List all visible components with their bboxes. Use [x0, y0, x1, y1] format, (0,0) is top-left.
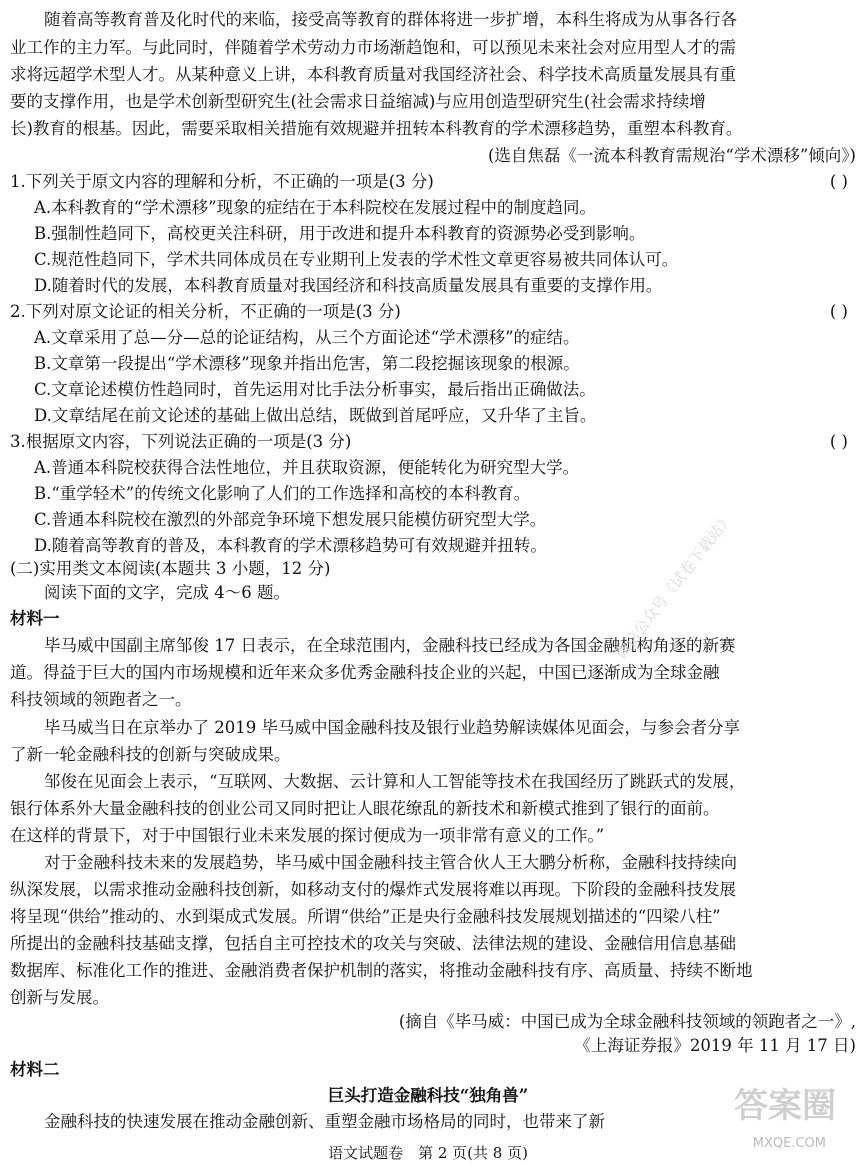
section-instruction: 阅读下面的文字，完成 4～6 题。 — [44, 583, 290, 602]
material-line: 邹俊在见面会上表示，“互联网、大数据、云计算和人工智能等技术在我国经历了跳跃式的发展， — [44, 772, 746, 791]
material-line: 了新一轮金融科技的创新与突破成果。 — [10, 745, 291, 764]
option-b: B.强制性趋同下，高校更关注科研，用于改进和提升本科教育的资源势必受到影响。 — [34, 224, 646, 243]
material-line: 金融科技的快速发展在推动金融创新、重塑金融市场格局的同时，也带来了新 — [44, 1112, 605, 1131]
intro-source: (选自焦磊《一流本科教育需规治“学术漂移”倾向》) — [488, 146, 856, 165]
material-1-source: 《上海证券报》2019 年 11 月 17 日) — [574, 1036, 856, 1055]
answer-bracket[interactable]: ( ) — [829, 432, 848, 451]
option-a: A.文章采用了总—分—总的论证结构，从三个方面论述“学术漂移”的症结。 — [34, 328, 580, 347]
answer-bracket[interactable]: ( ) — [829, 172, 848, 191]
option-a: A.普通本科院校获得合法性地位，并且获取资源，便能转化为研究型大学。 — [34, 458, 580, 477]
watermark-url: MXQE.COM — [752, 1136, 826, 1151]
option-d: D.文章结尾在前文论述的基础上做出总结，既做到首尾呼应，又升华了主旨。 — [34, 406, 597, 425]
option-a: A.本科教育的“学术漂移”现象的症结在于本科院校在发展过程中的制度趋同。 — [34, 198, 597, 217]
material-line: 银行体系外大量金融科技的创业公司又同时把让人眼花缭乱的新技术和新模式推到了银行的面前。 — [10, 799, 720, 818]
material-line: 毕马威当日在京举办了 2019 毕马威中国金融科技及银行业趋势解读媒体见面会，与参会者分享 — [44, 718, 740, 737]
material-line: 对于金融科技未来的发展趋势，毕马威中国金融科技主管合伙人王大鹏分析称，金融科技持续向 — [44, 853, 737, 872]
material-line: 所提出的金融科技基础支撑，包括自主可控技术的攻关与突破、法律法规的建设、金融信用信息基础 — [10, 934, 736, 953]
option-b: B.文章第一段提出“学术漂移”现象并指出危害，第二段挖掘该现象的根源。 — [34, 354, 580, 373]
material-2-label: 材料二 — [10, 1060, 60, 1079]
watermark-text: 微信公众号《试卷下载站》 — [611, 509, 737, 663]
question-3-stem: 3.根据原文内容，下列说法正确的一项是(3 分) — [10, 432, 352, 451]
question-2-stem: 2.下列对原文论证的相关分析，不正确的一项是(3 分) — [10, 302, 401, 321]
question-stem — [0, 430, 856, 454]
material-2-title: 巨头打造金融科技“独角兽” — [327, 1086, 529, 1105]
intro-line: 长)教育的根基。因此，需要采取相关措施有效规避并扭转本科教育的学术漂移趋势，重塑本科教育。 — [10, 119, 743, 138]
material-line: 数据库、标准化工作的推进、金融消费者保护机制的落实，将推动金融科技有序、高质量、持续不断地 — [10, 961, 753, 980]
intro-line: 随着高等教育普及化时代的来临，接受高等教育的群体将进一步扩增，本科生将成为从事各行各 — [44, 10, 737, 29]
material-line: 在这样的背景下，对于中国银行业未来发展的探讨便成为一项非常有意义的工作。” — [10, 826, 605, 845]
option-c: C.规范性趋同下，学术共同体成员在专业期刊上发表的学术性文章更容易被共同体认可。 — [34, 250, 679, 269]
material-line: 纵深发展，以需求推动金融科技创新，如移动支付的爆炸式发展将难以再现。下阶段的金融科技发展 — [10, 880, 736, 899]
option-c: C.普通本科院校在激烈的外部竞争环境下想发展只能模仿研究型大学。 — [34, 510, 547, 529]
page-footer: 语文试题卷 第 2 页(共 8 页) — [328, 1144, 528, 1162]
material-line: 道。得益于巨大的国内市场规模和近年来众多优秀金融科技企业的兴起，中国已逐渐成为全球金融 — [10, 663, 720, 682]
intro-line: 业工作的主力军。与此同时，伴随着学术劳动力市场渐趋饱和，可以预见未来社会对应用型人才的需 — [10, 38, 736, 57]
material-line: 将呈现“供给”推动的、水到渠成式发展。所谓“供给”正是央行金融科技发展规划描述的“四梁八柱” — [10, 907, 721, 926]
question-stem — [0, 300, 856, 324]
question-1-stem: 1.下列关于原文内容的理解和分析，不正确的一项是(3 分) — [10, 172, 434, 191]
intro-line: 求将远超学术型人才。从某种意义上讲，本科教育质量对我国经济社会、科学技术高质量发展具有重 — [10, 65, 736, 84]
option-d: D.随着高等教育的普及，本科教育的学术漂移趋势可有效规避并扭转。 — [34, 536, 547, 555]
option-b: B.“重学轻术”的传统文化影响了人们的工作选择和高校的本科教育。 — [34, 484, 531, 503]
material-line: 科技领域的领跑者之一。 — [10, 690, 192, 709]
material-1-source: (摘自《毕马威：中国已成为全球金融科技领域的领跑者之一》, — [398, 1012, 856, 1031]
question-stem — [0, 170, 856, 194]
answer-bracket[interactable]: ( ) — [829, 302, 848, 321]
material-line: 创新与发展。 — [10, 988, 109, 1007]
intro-line: 要的支撑作用，也是学术创新型研究生(社会需求日益缩减)与应用创造型研究生(社会需求持续增 — [10, 92, 706, 111]
material-1-label: 材料一 — [10, 609, 60, 628]
option-d: D.随着时代的发展，本科教育质量对我国经济和科技高质量发展具有重要的支撑作用。 — [34, 276, 663, 295]
section-heading: (二)实用类文本阅读(本题共 3 小题，12 分) — [10, 559, 331, 578]
option-c: C.文章论述模仿性趋同时，首先运用对比手法分析事实，最后指出正确做法。 — [34, 380, 596, 399]
watermark-logo: 答案圈 — [734, 1086, 836, 1126]
material-line: 毕马威中国副主席邹俊 17 日表示，在全球范围内，金融科技已经成为各国金融机构角逐的新赛 — [44, 636, 736, 655]
